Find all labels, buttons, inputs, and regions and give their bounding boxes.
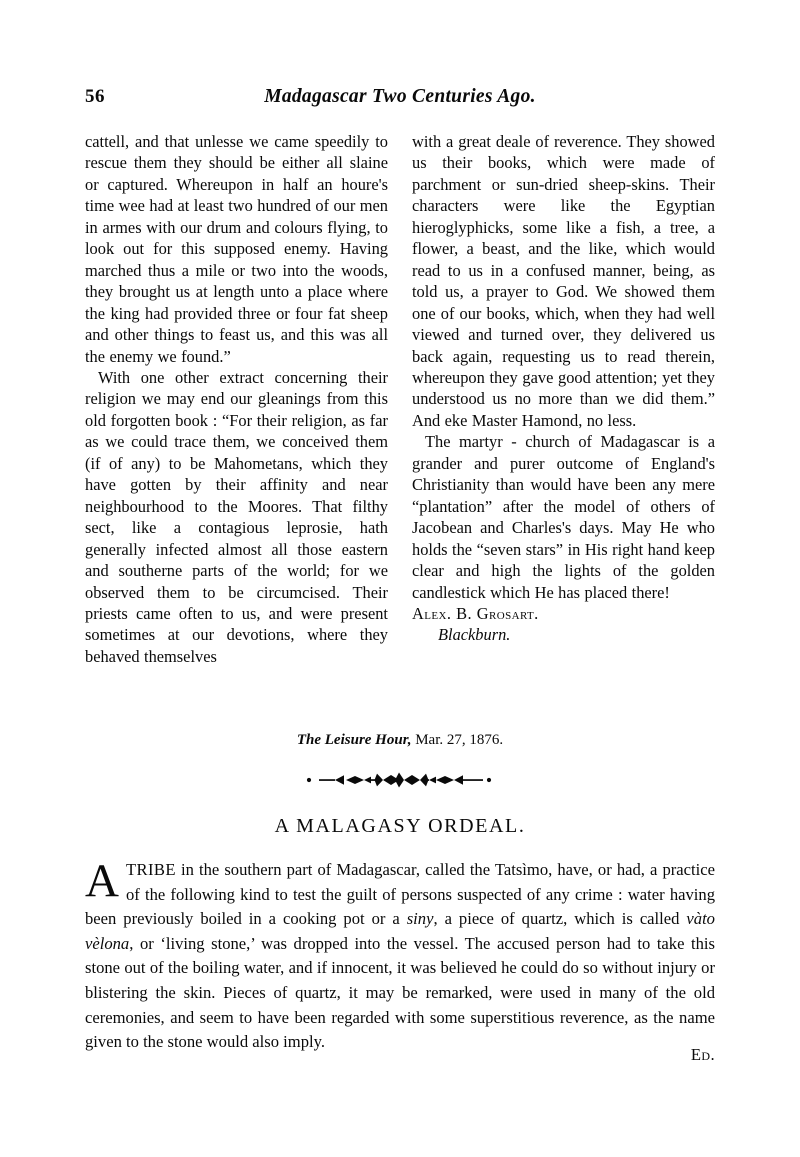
page-folio-number: 56 bbox=[85, 86, 105, 107]
article-text-2: , a piece of quartz, which is called bbox=[433, 909, 687, 929]
article-body bbox=[85, 855, 715, 1055]
section-heading: A MALAGASY ORDEAL. bbox=[274, 815, 526, 837]
column-left bbox=[85, 131, 388, 667]
lead-smallcaps: TRIBE bbox=[125, 860, 176, 879]
decorative-rule bbox=[0, 765, 800, 795]
paragraph-left-continued: cattell, and that unlesse we came speedily to rescue them they should be either all slaine or captured. Whereupon in half an houre's time wee had at least two hundred of our men in armes with our drum and colours flying, to look out for this supposed enemy. Having marched thus a mile or two into the woods, they brought us at length unto a place where the king had provided three or four fat sheep and other things to feast us, and this was all the enemy we found.” bbox=[85, 132, 388, 366]
author-signature: Alex. B. Grosart. bbox=[412, 603, 539, 623]
article-text-3: , or ‘living stone,’ was dropped into the vessel. The accused person had to take this stone out of the boiling water, and if innocent, it was believed he could do so without injury or blistering the skin. Pieces of quartz, it may be remarked, were used in many of the old ceremonies, and seem to have been regarded with some superstitious reverence, as the name given to the stone would also imply. bbox=[85, 933, 715, 1052]
running-head bbox=[85, 84, 715, 110]
editor-signature: Ed. bbox=[690, 1045, 715, 1064]
author-place: Blackburn. bbox=[438, 625, 511, 645]
article-text-1: in the southern part of Madagascar, called the Tatsìmo, have, or had, a practice of the following kind to test the guilt of persons suspected of any crime : water having been previously boiled in a cooking pot or a bbox=[85, 860, 715, 929]
article-italic-siny: siny bbox=[406, 909, 434, 929]
citation-date: Mar. 27, 1876. bbox=[415, 732, 504, 748]
running-title: Madagascar Two Centuries Ago. bbox=[264, 86, 536, 107]
decorative-rule-icon bbox=[305, 771, 495, 789]
column-right bbox=[412, 131, 715, 646]
paragraph-right-continued: with a great deale of reverence. They showed us their books, which were made of parchment or sun-dried sheep-skins. Their characters were like the Egyptian hieroglyphicks, some like a fish, a tree, a flower, a beast, and the like, which would read to us in a confused manner, being, as told us, a prayer to God. We showed them one of our books, which, when they had well viewed and turned over, they delivered us back again, requesting us to read therein, whereupon they gave good attention; yet they understood us no more than we did them.” And eke Master Hamond, no less. bbox=[412, 132, 715, 430]
paragraph-left-second: With one other extract concerning their religion we may end our gleanings from this old forgotten book : “For their religion, as far as we could trace them, we conceived them (if of any) to be Mahometans, which they have gotten by their affinity and near neighbourhood to the Moores. That filthy sect, like a contagious leprosie, hath generally infected almost all those eastern and southerne parts of the world; for we observed them to be circumcised. Their priests came often to us, and were present sometimes at our devotions, where they behaved themselves bbox=[85, 367, 388, 666]
article-paragraph bbox=[85, 855, 715, 1055]
source-citation bbox=[85, 730, 715, 750]
drop-cap: A bbox=[85, 855, 119, 907]
citation-source-title: The Leisure Hour, bbox=[296, 732, 412, 748]
paragraph-right-second: The martyr - church of Madagascar is a grander and purer outcome of England's Christianity than would have been any mere “plantation” after the model of others of Jacobean and Charles's days. May He who holds the “seven stars” in His right hand keep clear and high the lights of the golden candlestick which He has placed there! bbox=[412, 432, 715, 602]
article-italic-vato-velona: vàto vèlona bbox=[85, 909, 715, 953]
